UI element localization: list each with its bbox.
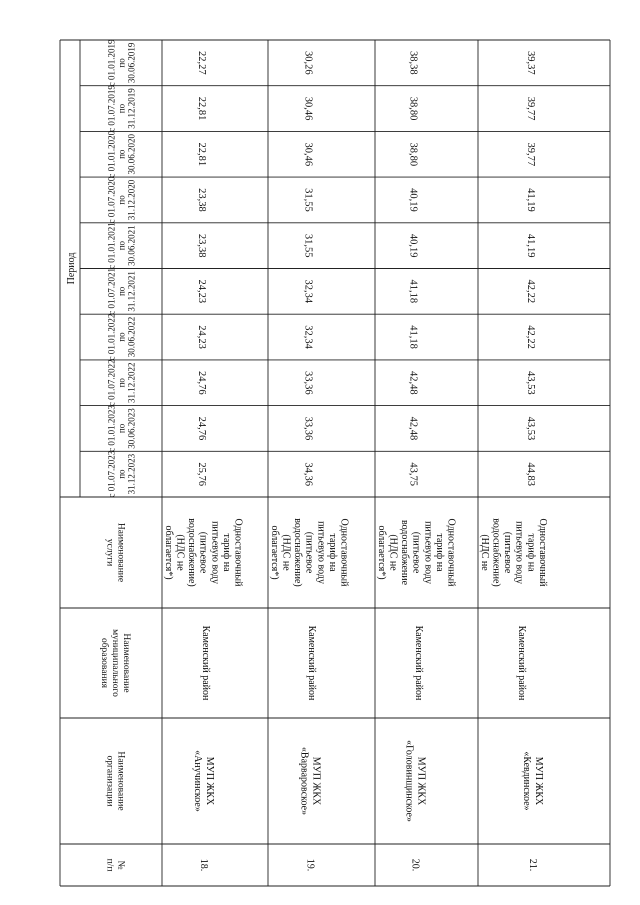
service-name-line: водоснабжение)	[490, 518, 502, 587]
tariff-value	[196, 280, 207, 304]
header-number-line: №	[115, 860, 126, 870]
period-header-line: с 01.01.2023	[106, 405, 117, 452]
row-number	[305, 859, 316, 872]
service-name-line: питьевую воду	[315, 521, 327, 584]
tariff-value-line: 43,53	[525, 416, 537, 441]
header-service-line: Наименование	[115, 522, 126, 583]
organization-name-line: МУП ЖКХ	[310, 756, 322, 806]
tariff-value-line: 41,18	[407, 279, 419, 304]
header-municipality	[99, 629, 131, 697]
service-name-line: Одноставочный	[232, 518, 244, 587]
organization-name-line: «Головинщинское»	[403, 740, 415, 822]
tariff-value-line: 25,76	[196, 462, 208, 486]
municipality-name	[413, 626, 424, 701]
tariff-value	[303, 325, 314, 349]
tariff-value	[303, 234, 314, 258]
tariff-value-line: 30,26	[302, 51, 314, 75]
period-header-line: 31.12.2020	[126, 179, 137, 221]
tariff-value	[408, 417, 419, 441]
header-organization-line: организации	[104, 755, 115, 807]
period-header	[107, 222, 137, 269]
tariff-value	[525, 51, 536, 75]
tariff-value-line: 31,55	[302, 188, 314, 212]
row-number	[410, 859, 421, 872]
tariff-value	[408, 234, 419, 258]
period-header-line: с 01.01.2020	[106, 130, 117, 178]
period-header-line: 31.12.2019	[126, 88, 137, 129]
service-name-line: питьевую воду	[513, 521, 525, 584]
tariff-value	[525, 97, 536, 121]
tariff-value	[525, 280, 536, 304]
organization-name	[521, 751, 544, 810]
tariff-value-line: 43,53	[525, 370, 537, 395]
tariff-value-line: 38,80	[407, 142, 419, 167]
service-name-line: питьевую воду	[422, 521, 434, 584]
period-group-label-line: Период	[65, 252, 77, 285]
organization-name-line: «Варваровское»	[298, 746, 310, 816]
municipality-name-line: Каменский район	[516, 625, 528, 701]
tariff-value-line: 39,37	[525, 51, 537, 75]
tariff-value-line: 42,22	[525, 325, 537, 349]
service-name-line: тариф на	[326, 533, 338, 572]
period-header-line: с 01.07.2021	[106, 267, 117, 315]
tariff-value	[196, 51, 207, 75]
service-name-line: тариф на	[220, 533, 232, 572]
row-number-line: 20.	[409, 858, 421, 872]
service-name-line: Одноставочный	[445, 518, 457, 587]
period-group-header	[66, 253, 77, 285]
period-header-line: с 01.01.2022	[106, 313, 117, 361]
header-service-line: услуги	[104, 538, 115, 567]
period-header-line: 30.06.2021	[126, 225, 137, 266]
tariff-value-line: 24,23	[196, 325, 208, 349]
tariff-value	[303, 97, 314, 121]
tariff-value-line: 41,19	[525, 188, 537, 212]
tariff-value-line: 30,46	[302, 96, 314, 121]
service-name	[269, 518, 350, 587]
tariff-value	[408, 188, 419, 212]
period-group-label	[66, 253, 77, 285]
period-header-line: по	[116, 240, 127, 251]
period-header-line: по	[116, 423, 127, 434]
column-headers	[99, 523, 131, 872]
row-number-line: 21.	[527, 858, 539, 872]
tariff-value	[408, 371, 419, 395]
tariff-value	[196, 234, 207, 258]
table-rows	[163, 51, 548, 871]
tariff-value	[303, 417, 314, 441]
period-header-line: с 01.01.2019	[106, 39, 117, 87]
municipality-name	[516, 626, 527, 701]
period-header-line: с 01.07.2020	[106, 176, 117, 224]
tariff-value-line: 44,83	[525, 462, 537, 486]
period-header-line: 31.12.2023	[126, 453, 137, 495]
tariff-value-line: 39,77	[525, 96, 537, 121]
period-header	[107, 176, 137, 223]
period-header-line: 31.12.2022	[126, 362, 137, 403]
service-name-line: (НДС не	[478, 534, 490, 571]
service-name-line: Одноставочный	[536, 518, 548, 587]
tariff-value-line: 42,22	[525, 279, 537, 304]
row-number-line: 18.	[198, 858, 210, 872]
tariff-value	[525, 325, 536, 349]
period-header-line: по	[116, 469, 127, 479]
organization-name-line: МУП ЖКХ	[532, 756, 544, 806]
period-header-line: с 01.01.2021	[106, 222, 117, 270]
tariff-value	[196, 142, 207, 166]
table-row	[479, 51, 548, 871]
tariff-value	[525, 234, 536, 258]
tariff-value-line: 40,19	[407, 233, 419, 258]
tariff-value	[525, 188, 536, 212]
header-municipality-line: образования	[99, 637, 110, 689]
row-number-line: 19.	[304, 858, 316, 872]
tariff-value	[196, 97, 207, 121]
tariff-value-line: 38,80	[407, 96, 419, 121]
tariff-value-line: 24,76	[196, 416, 208, 441]
service-name-line: облагается*)	[375, 525, 387, 580]
tariff-value-line: 38,38	[407, 51, 419, 75]
service-name-line: (питьевое	[303, 531, 315, 574]
service-name-line: (НДС не	[280, 534, 292, 571]
tariff-value-line: 33,36	[302, 370, 314, 395]
period-header-line: 30.06.2019	[126, 42, 137, 84]
tariff-value	[303, 51, 314, 75]
organization-name	[403, 740, 426, 822]
period-header	[107, 359, 137, 406]
period-header	[107, 405, 137, 452]
service-name-line: (НДС не	[387, 534, 399, 571]
header-number	[105, 859, 126, 872]
header-organization-line: Наименование	[115, 751, 126, 811]
organization-name-line: «Анучинское»	[191, 750, 203, 812]
tariff-value-line: 22,81	[196, 96, 208, 121]
tariff-value-line: 22,27	[196, 51, 208, 75]
tariff-value	[196, 462, 207, 486]
tariff-value	[408, 142, 419, 166]
period-header-line: 30.06.2023	[126, 408, 137, 449]
service-name-line: (питьевое	[197, 531, 209, 574]
tariff-value-line: 34,36	[302, 462, 314, 486]
service-name-line: (питьевое	[410, 531, 422, 574]
organization-name	[298, 747, 321, 815]
tariff-value	[196, 325, 207, 349]
period-header	[107, 314, 137, 361]
service-name-line: водоснабжение)	[292, 518, 304, 587]
organization-name-line: «Кевдинское»	[520, 751, 532, 811]
tariff-value	[525, 142, 536, 166]
tariff-value-line: 32,34	[302, 325, 314, 349]
table-row	[163, 51, 244, 871]
tariff-value-line: 24,23	[196, 279, 208, 304]
tariff-value-line: 40,19	[407, 188, 419, 212]
tariff-value-line: 43,75	[407, 462, 419, 486]
municipality-name	[200, 626, 211, 701]
municipality-name	[306, 626, 317, 701]
period-header-line: по	[116, 332, 127, 342]
period-header-line: с 01.07.2019	[106, 85, 117, 132]
header-municipality-line: Наименование	[121, 633, 132, 693]
period-header	[107, 85, 137, 132]
tariff-value	[196, 371, 207, 395]
tariff-value	[525, 417, 536, 441]
tariff-value-line: 42,48	[407, 370, 419, 395]
period-header-line: по	[116, 378, 127, 388]
row-number	[527, 859, 538, 872]
table-row	[376, 51, 457, 871]
service-name-line: тариф на	[433, 533, 445, 572]
tariff-value-line: 42,48	[407, 416, 419, 441]
tariff-value	[196, 188, 207, 212]
period-header-line: по	[116, 103, 127, 114]
period-header	[107, 450, 137, 497]
tariff-value-line: 41,18	[407, 325, 419, 349]
service-name-line: облагается*)	[162, 525, 174, 580]
tariff-value	[525, 462, 536, 486]
tariff-value	[408, 462, 419, 486]
municipality-name-line: Каменский район	[200, 625, 212, 701]
tariff-value	[408, 51, 419, 75]
service-name-line: водоснабжение)	[186, 518, 198, 587]
tariff-value	[303, 188, 314, 212]
tariff-value-line: 23,38	[196, 233, 208, 258]
tariff-value-line: 30,46	[302, 142, 314, 167]
service-name-line: Одноставочный	[338, 518, 350, 587]
tariff-value	[303, 371, 314, 395]
table-row	[269, 51, 350, 871]
tariff-value	[408, 97, 419, 121]
tariff-value	[408, 325, 419, 349]
period-header-line: по	[116, 149, 127, 159]
tariff-value-line: 23,38	[196, 188, 208, 212]
tariff-value-line: 41,19	[525, 233, 537, 258]
header-number-line: п/п	[104, 858, 115, 872]
service-name-line: (НДС не	[174, 534, 186, 571]
service-name	[479, 518, 548, 587]
tariff-value	[525, 371, 536, 395]
period-header	[107, 268, 137, 315]
header-service	[105, 523, 126, 582]
tariff-value	[303, 462, 314, 486]
tariff-value-line: 33,36	[302, 416, 314, 441]
period-header-line: 30.06.2020	[126, 134, 137, 175]
tariff-value-line: 32,34	[302, 279, 314, 304]
service-name-line: водоснабжение	[399, 519, 411, 586]
row-number	[198, 859, 209, 872]
service-name	[163, 518, 244, 587]
period-header	[107, 39, 137, 86]
tariff-value-line: 39,77	[525, 142, 537, 167]
period-header-line: по	[116, 58, 127, 68]
service-name-line: питьевую воду	[209, 521, 221, 584]
tariff-value-line: 31,55	[302, 233, 314, 258]
tariff-value-line: 24,76	[196, 370, 208, 395]
tariff-value	[303, 280, 314, 304]
period-header-line: по	[116, 286, 127, 297]
period-header-line: 30.06.2022	[126, 316, 137, 358]
municipality-name-line: Каменский район	[306, 625, 318, 701]
period-header-line: по	[116, 195, 127, 205]
service-name-line: (питьевое	[502, 531, 514, 574]
service-name-line: тариф на	[525, 533, 537, 572]
period-header-line: с 01.07.2023	[106, 450, 117, 498]
organization-name-line: МУП ЖКХ	[415, 756, 427, 806]
header-organization	[105, 751, 126, 810]
organization-name-line: МУП ЖКХ	[203, 756, 215, 806]
service-name-line: облагается*)	[268, 525, 280, 580]
tariff-value	[303, 142, 314, 166]
organization-name	[192, 750, 215, 812]
municipality-name-line: Каменский район	[413, 625, 425, 701]
period-header	[107, 130, 137, 177]
tariff-value	[196, 417, 207, 441]
header-municipality-line: муниципального	[110, 629, 121, 697]
period-header-line: с 01.07.2022	[106, 359, 117, 407]
service-name	[376, 519, 457, 588]
tariff-value	[408, 280, 419, 304]
period-header-line: 31.12.2021	[126, 271, 137, 312]
tariff-value-line: 22,81	[196, 142, 208, 167]
